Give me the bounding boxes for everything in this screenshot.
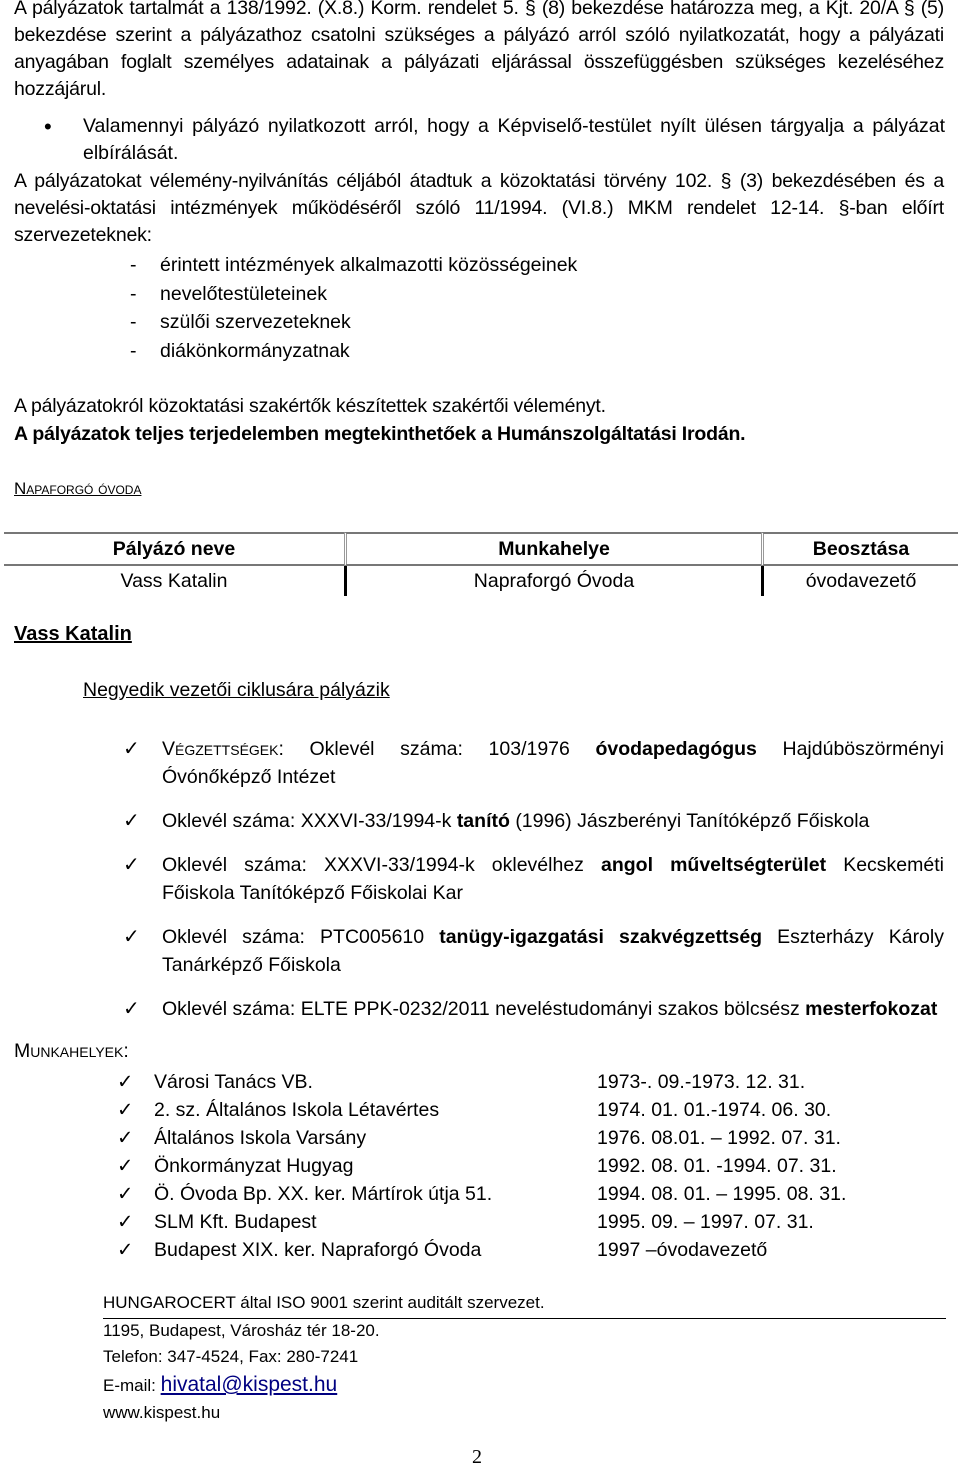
organizations-paragraph: A pályázatokat vélemény-nyilvánítás céljából átadtuk a közoktatási törvény 102. § (3) bekezdésében és a nevelési-oktatási intézmények működéséről szóló 11/1994. (VI.8.) MKM rendelet 12-14. §-ban előírt szervezeteknek:	[14, 170, 944, 246]
checkmark-icon: ✓	[123, 998, 140, 1020]
checkmark-icon: ✓	[123, 738, 140, 760]
applicant-subtitle: Negyedik vezetői ciklusára pályázik	[83, 679, 390, 701]
applicant-table	[4, 532, 958, 596]
checkmark-icon: ✓	[117, 1239, 134, 1261]
qualification-4: Oklevél száma: PTC005610 tanügy-igazgatási szakvégzettség Eszterházy Károly Tanárképző Főiskola	[162, 926, 944, 976]
qualification-2: Oklevél száma: XXXVI-33/1994-k tanító (1996) Jászberényi Tanítóképző Főiskola	[162, 810, 870, 832]
bullet-text: Valamennyi pályázó nyilatkozott arról, hogy a Képviselő-testület nyílt ülésen tárgyalja a pályázat elbírálását.	[83, 115, 945, 164]
checkmark-icon: ✓	[117, 1071, 134, 1093]
availability-text: A pályázatok teljes terjedelemben megtekinthetőek a Humánszolgáltatási Irodán.	[14, 423, 746, 445]
checkmark-icon: ✓	[123, 926, 140, 948]
checkmark-icon: ✓	[117, 1099, 134, 1121]
footer-address: 1195, Budapest, Városház tér 18-20.	[103, 1321, 380, 1340]
cell-name: Vass Katalin	[120, 569, 228, 592]
organization-list	[130, 251, 577, 365]
list-item: - szülői szervezeteknek	[130, 311, 351, 333]
qualification-3: Oklevél száma: XXXVI-33/1994-k oklevélhez angol műveltségterület Kecskeméti Főiskola Tanítóképző Főiskolai Kar	[162, 854, 944, 904]
bullet-dot: •	[44, 114, 52, 139]
checkmark-icon: ✓	[123, 810, 140, 832]
checkmark-icon: ✓	[117, 1155, 134, 1177]
checkmark-icon: ✓	[123, 854, 140, 876]
footer-website[interactable]: www.kispest.hu	[103, 1403, 221, 1422]
footer-email: E-mail: hivatal@kispest.hu	[103, 1373, 338, 1396]
email-link[interactable]: hivatal@kispest.hu	[160, 1373, 338, 1396]
section-title: Napaforgó óvoda	[14, 479, 142, 498]
expert-opinion-text: A pályázatokról közoktatási szakértők készítettek szakértői véleményt.	[14, 395, 606, 417]
cell-workplace: Napraforgó Óvoda	[344, 566, 761, 596]
footer-certification: HUNGAROCERT által ISO 9001 szerint auditált szervezet.	[103, 1293, 545, 1312]
footer-phone: Telefon: 347-4524, Fax: 280-7241	[103, 1347, 359, 1366]
list-item: - nevelőtestületeinek	[130, 282, 327, 305]
header-position: Beosztása	[761, 532, 958, 566]
workplaces-label: Munkahelyek:	[14, 1040, 129, 1062]
intro-paragraph: A pályázatok tartalmát a 138/1992. (X.8.) Korm. rendelet 5. § (8) bekezdése határozza meg, a Kjt. 20/A § (5) bekezdése szerint a pályázathoz csatolni szükséges a pályázó arról szóló nyilatkozatát, hogy a pályázati anyagában foglalt személyes adatainak a pályázati eljárással összefüggésben szükséges kezeléséhez hozzájárul.	[14, 0, 944, 100]
list-item: - diákönkormányzatnak	[130, 339, 350, 362]
qualification-1: Végzettségek: Oklevél száma: 103/1976 óvodapedagógus Hajdúböszörményi Óvónőképző Intézet	[162, 738, 944, 788]
document-page: A pályázatok tartalmát a 138/1992. (X.8.) Korm. rendelet 5. § (8) bekezdése határozza meg, a Kjt. 20/A § (5) bekezdése szerint a pályázathoz csatolni szükséges a pályázó arról szóló nyilatkozatát, hogy a pályázati anyagában foglalt személyes adatainak a pályázati eljárással összefüggésben szükséges kezeléséhez hozzájárul. • Valamennyi pályázó nyilatkozott arról, hogy a Képviselő-testület nyílt ülésen tárgyalja a pályázat elbírálását. A pályázatokat vélemény-nyilvánítás céljából átadtuk a közoktatási törvény 102. § (3) bekezdésében és a nevelési-oktatási intézmények működéséről szóló 11/1994. (VI.8.) MKM rendelet 12-14. §-ban előírt szervezeteknek: - érintett intézmények alkalmazotti közösségeinek - nevelőtestületeinek - szülői szervezeteknek - diákönkormányzatnak A pályázatokról közoktatási szakértők készítettek szakértői véleményt. A pályázatok teljes terjedelemben megtekinthetőek a Humánszolgáltatási Irodán. Napaforgó óvoda Pályázó neve Munkahelye Beosztása Vass Katalin Napraforgó Óvoda óvodavezető Vass Katalin Negyedik vezetői ciklusára pályázik ✓ Végzettségek: Oklevél száma: 103/1976 óvodapedagógus Hajdúböszörményi Óvónőképző Intézet ✓ Oklevél száma: XXXVI-33/1994-k tanító (1996) Jászberényi Tanítóképző Főiskola ✓ Oklevél száma: XXXVI-33/1994-k oklevélhez angol műveltségterület Kecskeméti Főiskola Tanítóképző Főiskolai Kar ✓ Oklevél száma: PTC005610 tanügy-igazgatási szakvégzettség Eszterházy Károly Tanárképző Főiskola ✓ Oklevél száma: ELTE PPK-0232/2011 neveléstudományi szakos bölcsész mesterfokozat Munkahelyek: ✓ Városi Tanács VB. 1973-. 09.-1973. 12. 31. ✓ 2. sz. Általános Iskola Létavértes 1974. 01. 01.-1974. 06. 30. ✓ Általános Iskola Varsány 1976. 08.01. – 1992. 07. 31. ✓ Önkormányzat Hugyag 1992. 08. 01. -1994. 07. 31. ✓ Ö. Óvoda Bp. XX. ker. Mártírok útja 51. 1994. 08. 01. – 1995. 08. 31. ✓ SLM Kft. Budapest 1995. 09. – 1997. 07. 31. ✓ Budapest XIX. ker. Napraforgó Óvoda 1997 –óvodavezető HUNGAROCERT által ISO 9001 szerint auditált szervezet. 1195, Budapest, Városház tér 18-20. Telefon: 347-4524, Fax: 280-7241 E-mail: hivatal@kispest.hu www.kispest.hu 2	[0, 0, 960, 1471]
header-workplace: Munkahelye	[344, 532, 761, 566]
list-item: - érintett intézmények alkalmazotti közösségeinek	[130, 254, 578, 276]
page-number: 2	[472, 1446, 482, 1468]
cell-position: óvodavezető	[761, 566, 958, 596]
applicant-name: Vass Katalin	[14, 623, 132, 645]
qualification-5: Oklevél száma: ELTE PPK-0232/2011 neveléstudományi szakos bölcsész mesterfokozat	[162, 998, 938, 1020]
checkmark-icon: ✓	[117, 1211, 134, 1233]
checkmark-icon: ✓	[117, 1127, 134, 1149]
header-name: Pályázó neve	[4, 532, 344, 566]
checkmark-icon: ✓	[117, 1183, 134, 1205]
